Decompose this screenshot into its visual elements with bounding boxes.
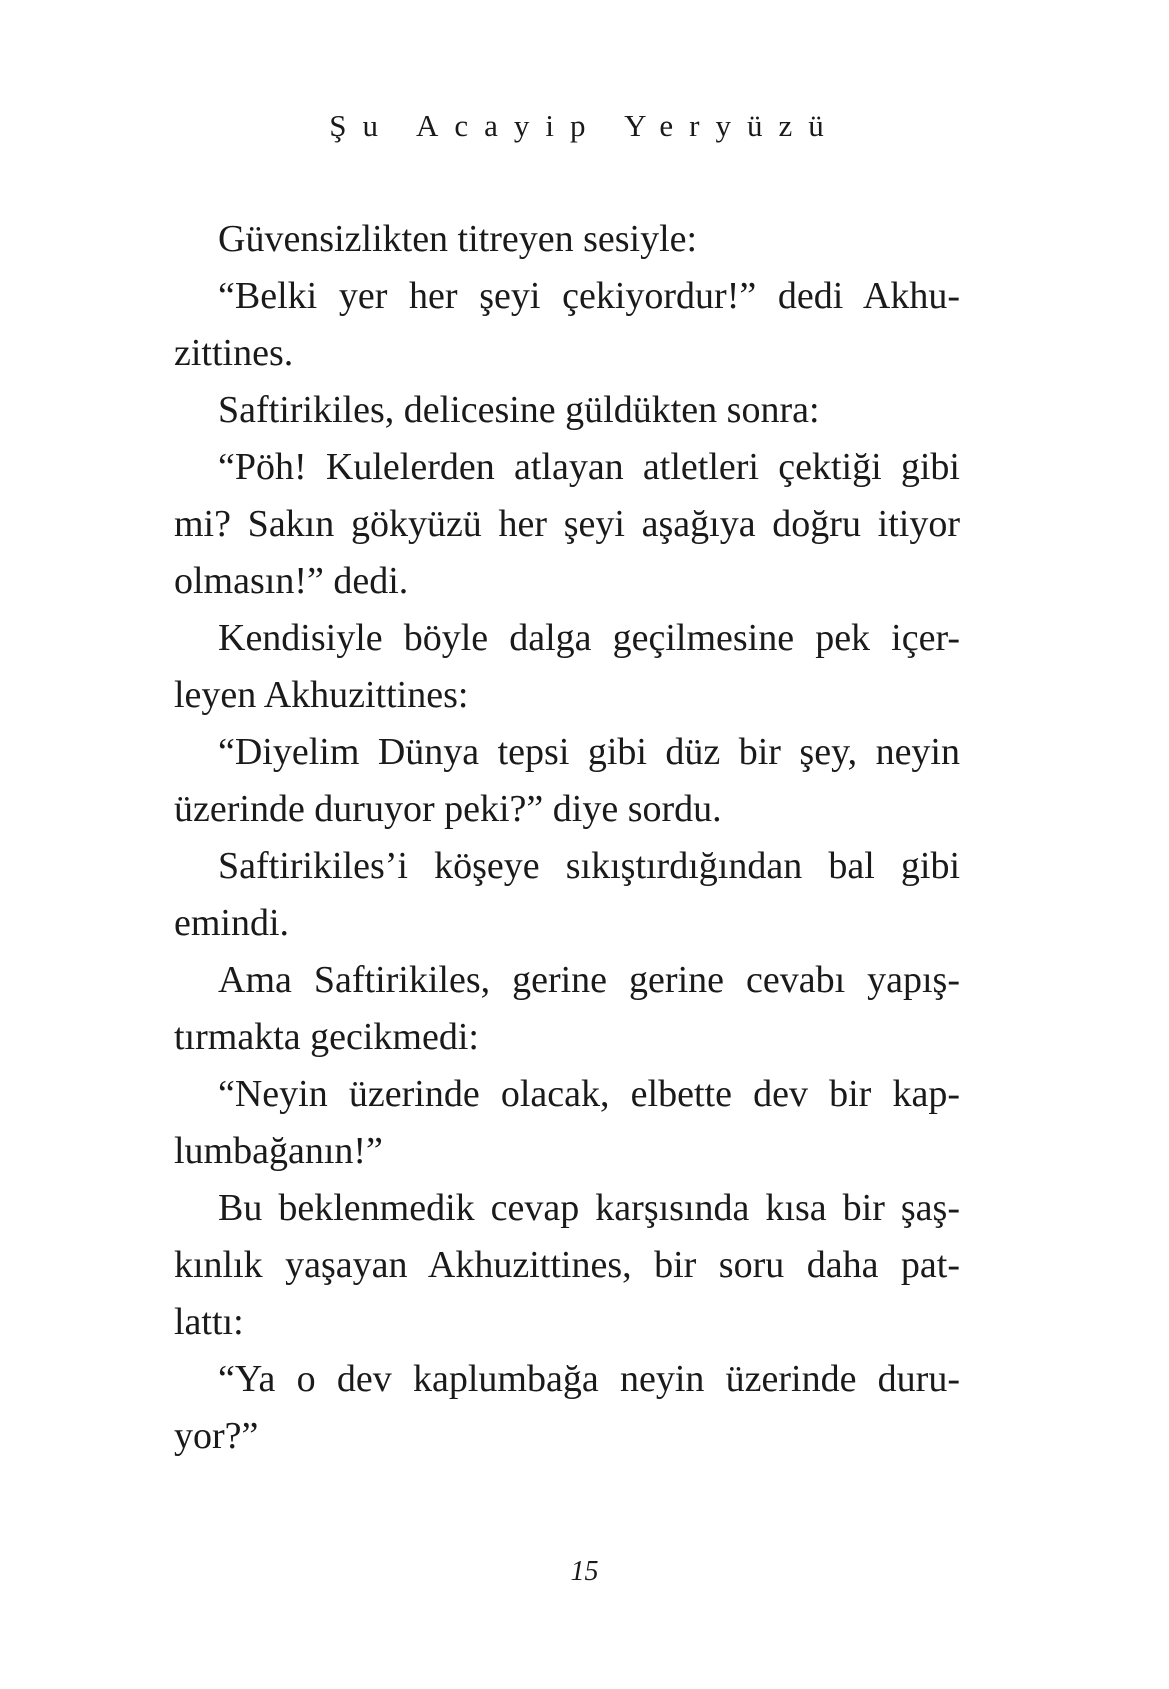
text-line: “Pöh! Kulelerden atlayan atletleri çektiği gibi xyxy=(218,446,960,488)
running-head: Şu Acayip Yeryüzü xyxy=(329,108,840,143)
text-line: zittines. xyxy=(174,332,294,374)
text-line: “Belki yer her şeyi çekiyordur!” dedi Akhu- xyxy=(218,275,960,317)
text-line: emindi. xyxy=(174,902,290,944)
text-line: Saftirikiles, delicesine güldükten sonra: xyxy=(218,389,820,431)
text-line: kınlık yaşayan Akhuzittines, bir soru daha pat- xyxy=(174,1244,960,1286)
text-line: leyen Akhuzittines: xyxy=(174,674,469,716)
text-line: olmasın!” dedi. xyxy=(174,560,409,602)
text-line: Kendisiyle böyle dalga geçilmesine pek içer- xyxy=(218,617,960,659)
text-line: Bu beklenmedik cevap karşısında kısa bir şaş- xyxy=(218,1187,960,1229)
text-line: Saftirikiles’i köşeye sıkıştırdığından bal gibi xyxy=(218,845,960,887)
text-line: yor?” xyxy=(174,1415,259,1457)
text-line: tırmakta gecikmedi: xyxy=(174,1016,479,1058)
text-line: Ama Saftirikiles, gerine gerine cevabı yapış- xyxy=(218,959,960,1001)
page-number: 15 xyxy=(570,1556,599,1587)
body-text xyxy=(174,211,960,1465)
text-line: lattı: xyxy=(174,1301,244,1343)
text-line: üzerinde duruyor peki?” diye sordu. xyxy=(174,788,722,830)
text-line: “Diyelim Dünya tepsi gibi düz bir şey, neyin xyxy=(218,731,960,773)
text-line: “Ya o dev kaplumbağa neyin üzerinde duru- xyxy=(218,1358,960,1400)
text-line: lumbağanın!” xyxy=(174,1130,383,1172)
text-line: “Neyin üzerinde olacak, elbette dev bir kap- xyxy=(218,1073,960,1115)
text-line: mi? Sakın gökyüzü her şeyi aşağıya doğru itiyor xyxy=(174,503,960,545)
text-line: Güvensizlikten titreyen sesiyle: xyxy=(218,218,698,260)
